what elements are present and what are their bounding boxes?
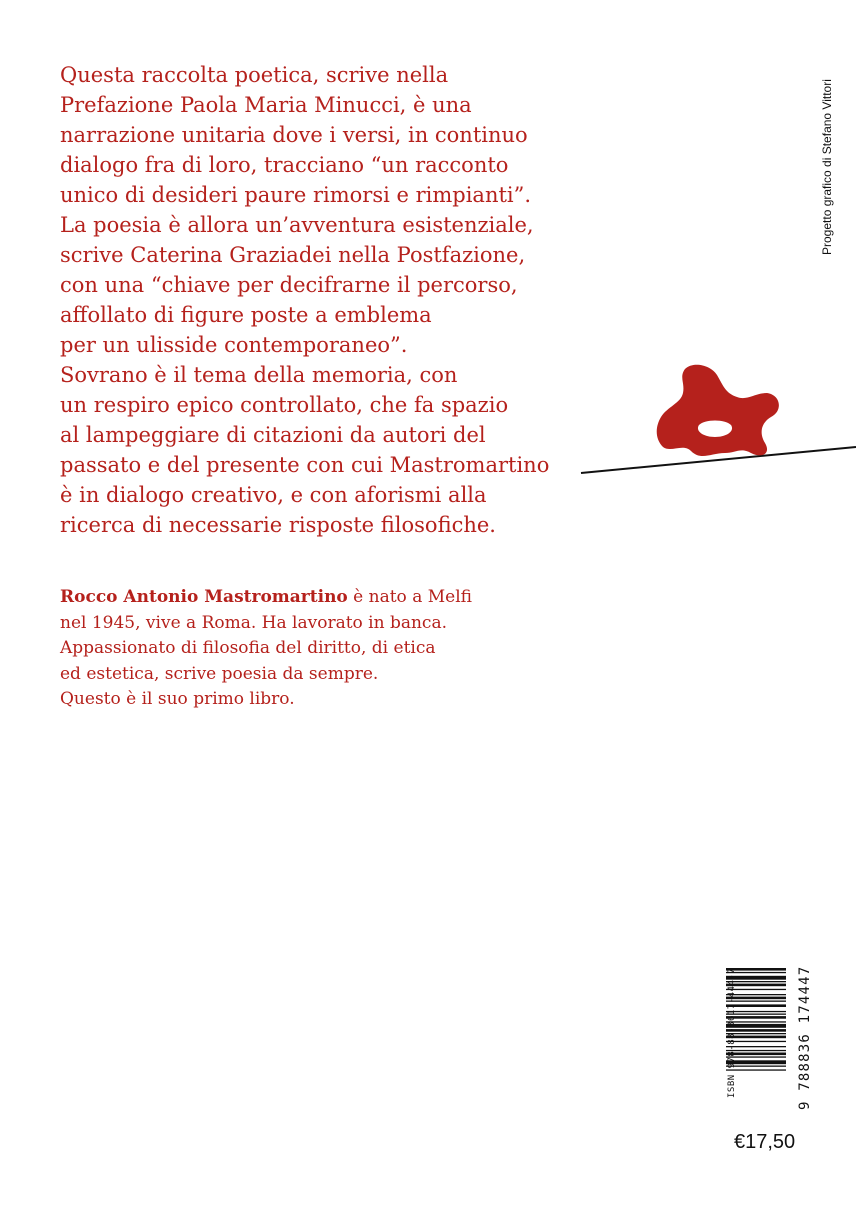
price: €17,50 (734, 1131, 796, 1153)
isbn-label: ISBN 978-88-3617-444-7 (727, 967, 737, 1098)
bio-line: ed estetica, scrive poesia da sempre. (60, 663, 379, 684)
bio-line (60, 585, 520, 611)
back-cover-blurb (60, 60, 560, 540)
bio-line: nel 1945, vive a Roma. Ha lavorato in banca. (60, 612, 447, 633)
bio-line-rest: è nato a Melfi (347, 587, 472, 607)
blurb-line: passato e del presente con cui Mastromartino (60, 453, 550, 477)
logo-blob (657, 365, 779, 456)
blurb-line: scrive Caterina Graziadei nella Postfazione, (60, 243, 526, 267)
blurb-line: affollato di figure poste a emblema (60, 303, 432, 327)
blurb-line: con una “chiave per decifrarne il percorso, (60, 273, 518, 297)
author-bio (60, 585, 520, 713)
blurb-line: al lampeggiare di citazioni da autori del (60, 423, 486, 447)
bio-line: Appassionato di filosofia del diritto, di etica (60, 638, 436, 658)
blurb-line: dialogo fra di loro, tracciano “un racconto (60, 153, 509, 177)
blurb-line: per un ulisside contemporaneo”. (60, 333, 408, 357)
blurb-line: Questa raccolta poetica, scrive nella (60, 63, 449, 87)
blurb-line: un respiro epico controllato, che fa spazio (60, 393, 509, 417)
publisher-logo-icon (575, 355, 856, 480)
blurb-line: Prefazione Paola Maria Minucci, è una (60, 93, 472, 117)
barcode (712, 966, 802, 1112)
design-credit: Progetto grafico di Stefano Vittori (820, 79, 834, 255)
ean-digits: 9 788836 174447 (797, 965, 813, 1110)
blurb-line: narrazione unitaria dove i versi, in continuo (60, 123, 528, 147)
blurb-line: La poesia è allora un’avventura esistenziale, (60, 213, 534, 237)
author-name: Rocco Antonio Mastromartino (60, 587, 348, 607)
blurb-line: unico di desideri paure rimorsi e rimpianti”. (60, 183, 532, 207)
blurb-line: ricerca di necessarie risposte filosofiche. (60, 513, 496, 537)
blurb-line: Sovrano è il tema della memoria, con (60, 363, 458, 387)
bio-line: Questo è il suo primo libro. (60, 689, 295, 709)
blurb-line: è in dialogo creativo, e con aforismi alla (60, 483, 487, 507)
